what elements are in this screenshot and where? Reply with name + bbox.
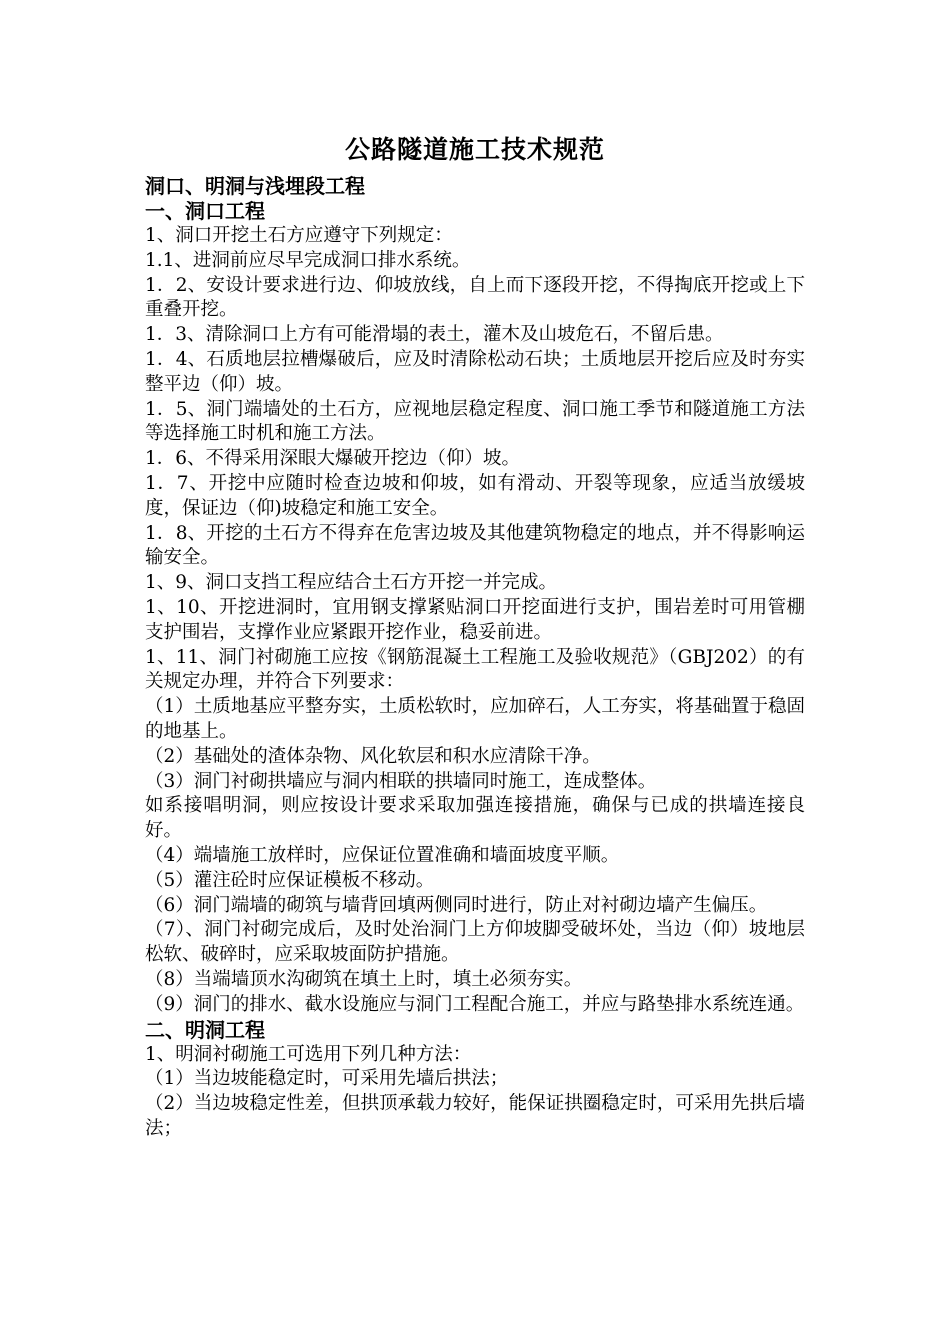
paragraph: 1．2、安设计要求进行边、仰坡放线，自上而下逐段开挖，不得掏底开挖或上下重叠开挖。: [145, 274, 805, 321]
section-heading: 洞口、明洞与浅埋段工程: [145, 174, 365, 198]
paragraph: （8）当端墙顶水沟砌筑在填土上时，填土必须夯实。: [145, 968, 583, 990]
paragraph: 1、10、开挖进洞时，宜用钢支撑紧贴洞口开挖面进行支护，围岩差时可用管棚支护围岩，支撑作业应紧跟开挖作业，稳妥前进。: [145, 596, 805, 643]
paragraph: （2）当边坡稳定性差，但拱顶承载力较好，能保证拱圈稳定时，可采用先拱后墙法；: [145, 1093, 805, 1139]
section-heading: 一、洞口工程: [145, 199, 265, 223]
paragraph: 如系接唱明洞，则应按设计要求采取加强连接措施，确保与已成的拱墙连接良好。: [145, 795, 805, 842]
paragraph: 1．5、洞门端墙处的土石方，应视地层稳定程度、洞口施工季节和隧道施工方法等选择施工时机和施工方法。: [145, 398, 805, 445]
paragraph: （1）当边坡能稳定时，可采用先墙后拱法；: [145, 1068, 509, 1090]
paragraph: 1．4、石质地层拉槽爆破后，应及时清除松动石块；土质地层开挖后应及时夯实整平边（仰）坡。: [145, 348, 805, 395]
paragraph: 1、明洞衬砌施工可选用下列几种方法：: [145, 1043, 472, 1065]
paragraph: 1．3、清除洞口上方有可能滑塌的表土，灌木及山坡危石，不留后患。: [145, 324, 724, 346]
paragraph: 1．7、开挖中应随时检查边坡和仰坡，如有滑动、开裂等现象，应适当放缓坡度，保证边（仰)坡稳定和施工安全。: [145, 472, 805, 519]
document-title: 公路隧道施工技术规范: [344, 135, 605, 164]
paragraph: 1.1、进洞前应尽早完成洞口排水系统。: [145, 249, 471, 271]
paragraph: （7）、洞门衬砌完成后，及时处治洞门上方仰坡脚受破坏处，当边（仰）坡地层松软、破碎时，应采取坡面防护措施。: [145, 919, 805, 966]
paragraph: （3）洞门衬砌拱墙应与洞内相联的拱墙同时施工，连成整体。: [145, 770, 657, 792]
paragraph: （4）端墙施工放样时，应保证位置准确和墙面坡度平顺。: [145, 844, 620, 866]
paragraph: （1）土质地基应平整夯实，土质松软时，应加碎石，人工夯实，将基础置于稳固的地基上。: [145, 696, 805, 742]
paragraph: 1、11、洞门衬砌施工应按《钢筋混凝土工程施工及验收规范》（GBJ202）的有关规定办理，并符合下列要求：: [145, 646, 805, 693]
paragraph: （9）洞门的排水、截水设施应与洞门工程配合施工，并应与路垫排水系统连通。: [145, 993, 805, 1015]
section-heading: 二、明洞工程: [145, 1017, 265, 1042]
document-body: [145, 174, 805, 1142]
paragraph: 1．8、开挖的土石方不得弃在危害边坡及其他建筑物稳定的地点，并不得影响运输安全。: [145, 522, 805, 569]
paragraph: 1、9、洞口支挡工程应结合土石方开挖一并完成。: [145, 572, 558, 594]
paragraph: （6）洞门端墙的砌筑与墙背回填两侧同时进行，防止对衬砌边墙产生偏压。: [145, 894, 768, 916]
paragraph: 1．6、不得采用深眼大爆破开挖边（仰）坡。: [145, 448, 521, 470]
document-page: [145, 130, 805, 1142]
paragraph: （2）基础处的渣体杂物、风化软层和积水应清除干净。: [145, 745, 601, 767]
paragraph: 1、洞口开挖土石方应遵守下列规定：: [145, 225, 453, 246]
paragraph: （5）灌注砼时应保证模板不移动。: [145, 869, 435, 891]
